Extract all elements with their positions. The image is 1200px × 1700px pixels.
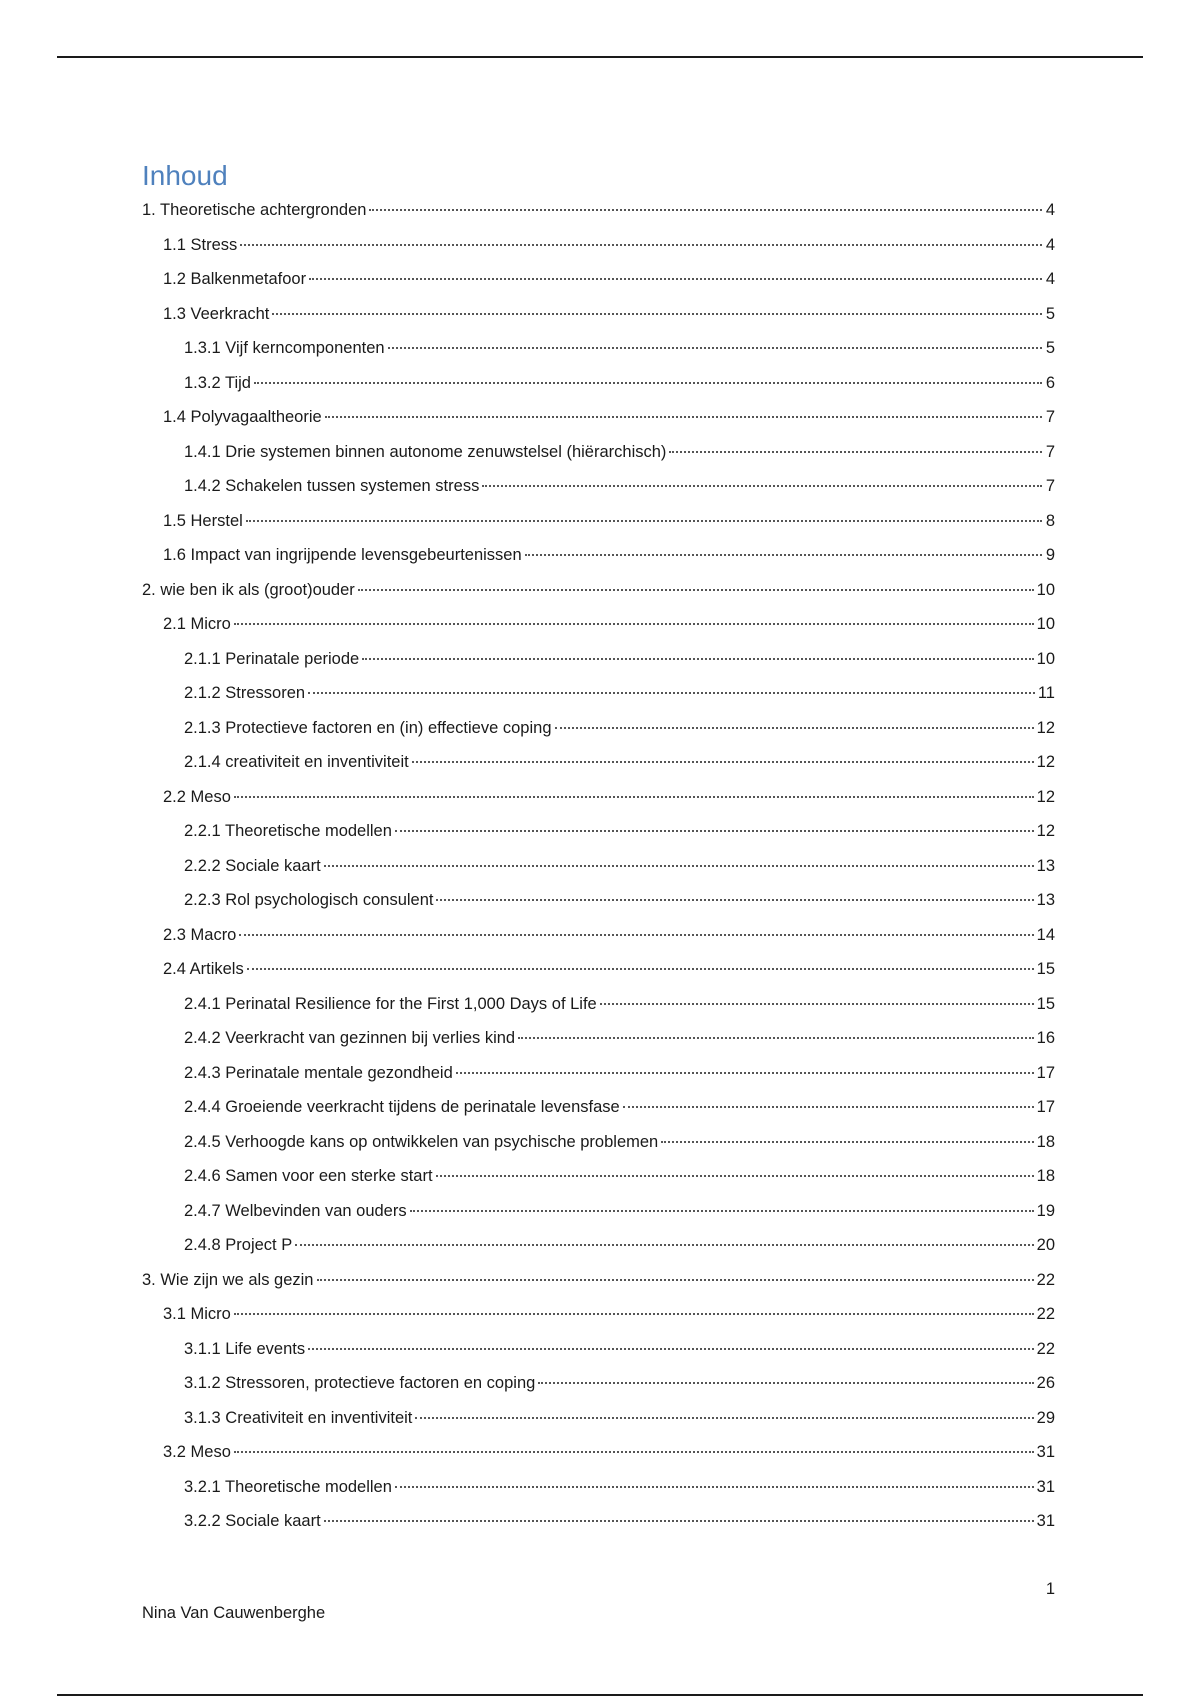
toc-entry[interactable] bbox=[142, 297, 1055, 332]
dot-leader bbox=[669, 451, 1042, 453]
footer-author: Nina Van Cauwenberghe bbox=[142, 1604, 326, 1622]
toc-entry[interactable] bbox=[142, 1125, 1055, 1160]
toc-entry[interactable] bbox=[142, 745, 1055, 780]
toc-entry-label: 3.2.1 Theoretische modellen bbox=[184, 1477, 392, 1496]
toc-entry-label: 1.4.2 Schakelen tussen systemen stress bbox=[184, 477, 480, 495]
toc-entry-page: 7 bbox=[1045, 408, 1055, 426]
table-of-contents bbox=[142, 193, 1055, 1539]
toc-entry-label: 2.2.3 Rol psychologisch consulent bbox=[184, 891, 434, 909]
toc-entry[interactable] bbox=[142, 711, 1055, 746]
toc-entry[interactable] bbox=[142, 366, 1055, 401]
toc-entry[interactable] bbox=[142, 607, 1055, 642]
toc-entry-label: 3.1.2 Stressoren, protectieve factoren en coping bbox=[184, 1374, 536, 1392]
toc-entry-label: 1.6 Impact van ingrijpende levensgebeurtenissen bbox=[163, 546, 522, 564]
toc-entry-label: 3.1.3 Creativiteit en inventiviteit bbox=[184, 1408, 413, 1427]
toc-entry-page: 22 bbox=[1036, 1270, 1055, 1289]
dot-leader bbox=[324, 865, 1034, 867]
dot-leader bbox=[538, 1382, 1033, 1384]
dot-leader bbox=[415, 1417, 1033, 1419]
toc-entry[interactable] bbox=[142, 400, 1055, 435]
toc-entry[interactable] bbox=[142, 849, 1055, 884]
toc-entry-label: 3.1 Micro bbox=[163, 1305, 231, 1323]
dot-leader bbox=[362, 658, 1033, 660]
dot-leader bbox=[295, 1244, 1033, 1246]
toc-entry[interactable] bbox=[142, 1021, 1055, 1056]
toc-entry-label: 1.3 Veerkracht bbox=[163, 304, 270, 323]
toc-entry-label: 2.2 Meso bbox=[163, 787, 231, 806]
toc-entry-page: 5 bbox=[1045, 339, 1055, 357]
toc-entry-page: 11 bbox=[1037, 684, 1055, 702]
toc-entry-page: 13 bbox=[1036, 891, 1055, 909]
dot-leader bbox=[234, 1451, 1034, 1453]
toc-entry-label: 2.3 Macro bbox=[163, 925, 237, 944]
toc-entry-label: 1.3.2 Tijd bbox=[184, 373, 251, 392]
toc-entry[interactable] bbox=[142, 1332, 1055, 1367]
toc-entry-label: 1. Theoretische achtergronden bbox=[142, 201, 367, 219]
dot-leader bbox=[254, 382, 1042, 384]
toc-entry-page: 18 bbox=[1036, 1132, 1055, 1151]
toc-entry-page: 12 bbox=[1036, 822, 1055, 840]
toc-entry[interactable] bbox=[142, 1159, 1055, 1194]
toc-entry[interactable] bbox=[142, 883, 1055, 918]
toc-entry[interactable] bbox=[142, 1228, 1055, 1263]
toc-entry-page: 10 bbox=[1036, 615, 1055, 633]
toc-entry[interactable] bbox=[142, 435, 1055, 470]
toc-entry-label: 2.1 Micro bbox=[163, 615, 231, 633]
toc-entry[interactable] bbox=[142, 987, 1055, 1022]
toc-entry-page: 13 bbox=[1036, 856, 1055, 875]
top-rule bbox=[57, 56, 1143, 58]
toc-entry[interactable] bbox=[142, 573, 1055, 608]
toc-entry[interactable] bbox=[142, 952, 1055, 987]
dot-leader bbox=[623, 1106, 1034, 1108]
toc-entry-label: 1.2 Balkenmetafoor bbox=[163, 270, 307, 288]
dot-leader bbox=[239, 934, 1033, 936]
dot-leader bbox=[240, 244, 1042, 246]
toc-entry-page: 15 bbox=[1036, 960, 1055, 978]
dot-leader bbox=[600, 1003, 1034, 1005]
toc-entry-page: 19 bbox=[1036, 1201, 1055, 1220]
dot-leader bbox=[324, 1520, 1034, 1522]
toc-entry-page: 18 bbox=[1036, 1167, 1055, 1185]
toc-entry-label: 1.3.1 Vijf kerncomponenten bbox=[184, 339, 385, 357]
toc-entry-page: 8 bbox=[1045, 511, 1055, 530]
toc-entry-label: 1.4.1 Drie systemen binnen autonome zenuwstelsel (hiërarchisch) bbox=[184, 442, 667, 461]
toc-entry-page: 29 bbox=[1036, 1408, 1055, 1427]
bottom-rule bbox=[57, 1694, 1143, 1696]
toc-entry[interactable] bbox=[142, 1297, 1055, 1332]
toc-entry-page: 7 bbox=[1045, 477, 1055, 495]
toc-entry-label: 2.1.1 Perinatale periode bbox=[184, 649, 360, 668]
toc-entry-page: 7 bbox=[1045, 442, 1055, 461]
dot-leader bbox=[518, 1037, 1034, 1039]
dot-leader bbox=[482, 485, 1042, 487]
toc-entry-page: 12 bbox=[1036, 787, 1055, 806]
toc-entry[interactable] bbox=[142, 642, 1055, 677]
dot-leader bbox=[234, 1313, 1034, 1315]
toc-entry[interactable] bbox=[142, 676, 1055, 711]
toc-entry-label: 2.4 Artikels bbox=[163, 960, 244, 978]
dot-leader bbox=[234, 796, 1034, 798]
toc-entry-label: 2.4.6 Samen voor een sterke start bbox=[184, 1167, 433, 1185]
toc-entry-page: 17 bbox=[1036, 1063, 1055, 1082]
toc-entry-label: 2. wie ben ik als (groot)ouder bbox=[142, 580, 355, 599]
toc-entry[interactable] bbox=[142, 1194, 1055, 1229]
toc-entry-label: 2.4.1 Perinatal Resilience for the First 1,000 Days of Life bbox=[184, 994, 597, 1013]
toc-title: Inhoud bbox=[142, 160, 228, 191]
dot-leader bbox=[555, 727, 1034, 729]
dot-leader bbox=[246, 520, 1042, 522]
dot-leader bbox=[272, 313, 1042, 315]
toc-entry-page: 10 bbox=[1036, 580, 1055, 599]
toc-entry-page: 31 bbox=[1036, 1477, 1055, 1496]
toc-entry[interactable] bbox=[142, 228, 1055, 263]
toc-entry[interactable] bbox=[142, 918, 1055, 953]
toc-entry-page: 22 bbox=[1036, 1305, 1055, 1323]
toc-entry[interactable] bbox=[142, 1470, 1055, 1505]
dot-leader bbox=[436, 1175, 1034, 1177]
toc-entry-page: 17 bbox=[1036, 1098, 1055, 1116]
toc-entry[interactable] bbox=[142, 814, 1055, 849]
dot-leader bbox=[661, 1141, 1033, 1143]
toc-entry-page: 22 bbox=[1036, 1339, 1055, 1358]
toc-entry[interactable] bbox=[142, 1504, 1055, 1539]
toc-entry[interactable] bbox=[142, 1401, 1055, 1436]
toc-entry-label: 1.1 Stress bbox=[163, 235, 238, 254]
toc-entry-page: 31 bbox=[1036, 1443, 1055, 1461]
dot-leader bbox=[388, 347, 1042, 349]
toc-entry-page: 4 bbox=[1045, 201, 1055, 219]
dot-leader bbox=[308, 1348, 1034, 1350]
toc-entry-label: 2.2.2 Sociale kaart bbox=[184, 856, 321, 875]
toc-entry-page: 12 bbox=[1036, 718, 1055, 737]
toc-entry-label: 1.4 Polyvagaaltheorie bbox=[163, 408, 322, 426]
toc-entry-label: 2.4.7 Welbevinden van ouders bbox=[184, 1201, 407, 1220]
dot-leader bbox=[308, 692, 1035, 694]
toc-entry[interactable] bbox=[142, 1056, 1055, 1091]
toc-entry-label: 3. Wie zijn we als gezin bbox=[142, 1270, 314, 1289]
toc-entry[interactable] bbox=[142, 1435, 1055, 1470]
toc-entry-page: 20 bbox=[1036, 1236, 1055, 1254]
dot-leader bbox=[234, 623, 1034, 625]
toc-entry[interactable] bbox=[142, 1263, 1055, 1298]
dot-leader bbox=[456, 1072, 1034, 1074]
toc-entry[interactable] bbox=[142, 469, 1055, 504]
toc-entry-label: 2.4.8 Project P bbox=[184, 1236, 293, 1254]
toc-entry-label: 2.1.4 creativiteit en inventiviteit bbox=[184, 753, 409, 771]
dot-leader bbox=[436, 899, 1033, 901]
dot-leader bbox=[309, 278, 1042, 280]
toc-entry-page: 16 bbox=[1036, 1029, 1055, 1047]
toc-entry[interactable] bbox=[142, 1090, 1055, 1125]
toc-entry[interactable] bbox=[142, 538, 1055, 573]
toc-entry-page: 9 bbox=[1045, 546, 1055, 564]
page-number: 1 bbox=[1045, 1580, 1055, 1598]
toc-entry-page: 31 bbox=[1036, 1512, 1055, 1530]
toc-entry-label: 2.1.3 Protectieve factoren en (in) effectieve coping bbox=[184, 718, 552, 737]
toc-entry-label: 2.1.2 Stressoren bbox=[184, 684, 306, 702]
toc-entry[interactable] bbox=[142, 193, 1055, 228]
dot-leader bbox=[525, 554, 1042, 556]
toc-entry-label: 3.2 Meso bbox=[163, 1443, 231, 1461]
dot-leader bbox=[412, 761, 1034, 763]
toc-entry-label: 1.5 Herstel bbox=[163, 511, 243, 530]
toc-entry-page: 5 bbox=[1045, 304, 1055, 323]
dot-leader bbox=[369, 209, 1042, 211]
toc-entry-label: 3.1.1 Life events bbox=[184, 1339, 306, 1358]
toc-entry-label: 3.2.2 Sociale kaart bbox=[184, 1512, 321, 1530]
dot-leader bbox=[358, 589, 1034, 591]
toc-entry-page: 14 bbox=[1036, 925, 1055, 944]
toc-entry-label: 2.4.5 Verhoogde kans op ontwikkelen van psychische problemen bbox=[184, 1132, 659, 1151]
toc-entry-page: 4 bbox=[1045, 235, 1055, 254]
toc-entry-label: 2.2.1 Theoretische modellen bbox=[184, 822, 392, 840]
dot-leader bbox=[317, 1279, 1034, 1281]
toc-entry-page: 4 bbox=[1045, 270, 1055, 288]
toc-entry-page: 15 bbox=[1036, 994, 1055, 1013]
dot-leader bbox=[395, 1486, 1034, 1488]
toc-entry[interactable] bbox=[142, 780, 1055, 815]
toc-entry-page: 6 bbox=[1045, 373, 1055, 392]
dot-leader bbox=[410, 1210, 1034, 1212]
toc-entry-page: 26 bbox=[1036, 1374, 1055, 1392]
dot-leader bbox=[325, 416, 1042, 418]
toc-entry[interactable] bbox=[142, 262, 1055, 297]
toc-entry[interactable] bbox=[142, 1366, 1055, 1401]
toc-entry[interactable] bbox=[142, 331, 1055, 366]
toc-entry-page: 10 bbox=[1036, 649, 1055, 668]
toc-entry-page: 12 bbox=[1036, 753, 1055, 771]
toc-entry[interactable] bbox=[142, 504, 1055, 539]
toc-entry-label: 2.4.3 Perinatale mentale gezondheid bbox=[184, 1063, 453, 1082]
dot-leader bbox=[395, 830, 1034, 832]
toc-entry-label: 2.4.2 Veerkracht van gezinnen bij verlies kind bbox=[184, 1029, 516, 1047]
dot-leader bbox=[247, 968, 1034, 970]
toc-entry-label: 2.4.4 Groeiende veerkracht tijdens de perinatale levensfase bbox=[184, 1098, 620, 1116]
